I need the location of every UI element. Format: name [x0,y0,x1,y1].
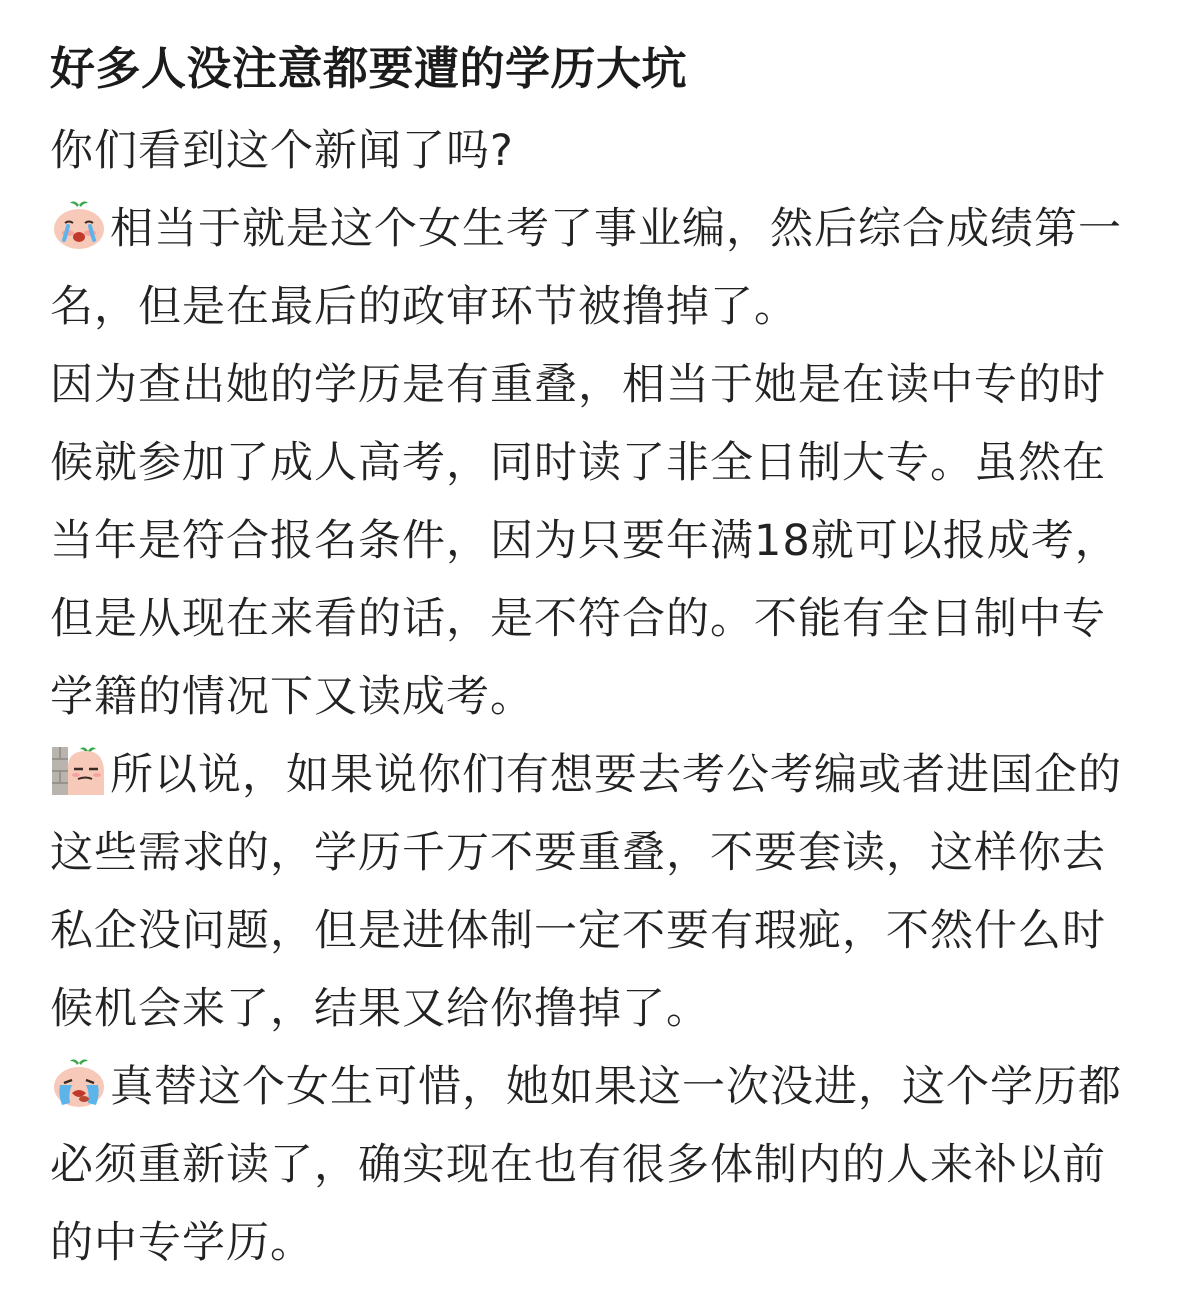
paragraph-text: 所以说，如果说你们有想要去考公考编或者进国企的这些需求的，学历千万不要重叠，不要套读，这样你去私企没问题，但是进体制一定不要有瑕疵，不然什么时候机会来了，结果又给你撸掉了。 [50,750,1122,1034]
sobbing-face-emoji-icon [50,1057,108,1109]
paragraph-2 [50,190,1149,346]
paragraph-5 [50,1048,1149,1282]
post-title: 好多人没注意都要遭的学历大坑 [50,42,688,95]
paragraph-1 [50,112,1149,190]
paragraph-4 [50,736,1149,1048]
paragraph-text: 真替这个女生可惜，她如果这一次没进，这个学历都必须重新读了，确实现在也有很多体制内的人来补以前的中专学历。 [50,1062,1122,1268]
post-body [50,112,1149,1282]
paragraph-3 [50,346,1149,736]
paragraph-text: 你们看到这个新闻了吗? [50,126,514,176]
crying-face-emoji-icon [50,199,108,251]
paragraph-text: 相当于就是这个女生考了事业编，然后综合成绩第一名，但是在最后的政审环节被撸掉了。 [50,204,1122,332]
peeking-wall-emoji-icon [50,745,108,797]
paragraph-text: 因为查出她的学历是有重叠，相当于她是在读中专的时候就参加了成人高考，同时读了非全日制大专。虽然在当年是符合报名条件，因为只要年满18就可以报成考，但是从现在来看的话，是不符合的。不能有全日制中专学籍的情况下又读成考。 [50,360,1119,722]
